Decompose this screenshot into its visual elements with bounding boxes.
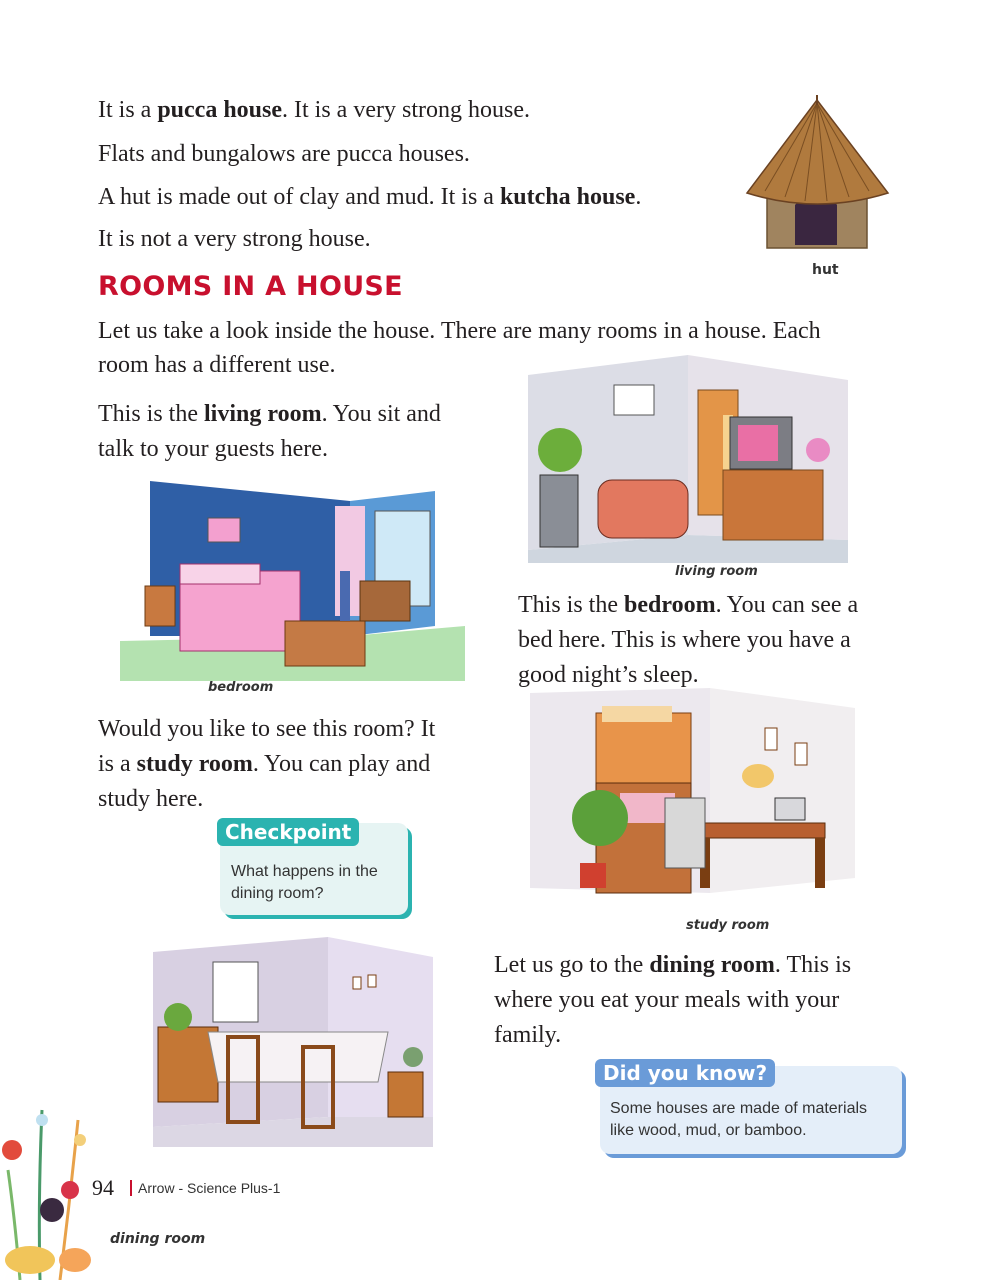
dining-room-line-2: where you eat your meals with your bbox=[494, 987, 840, 1013]
checkpoint-title: Checkpoint bbox=[217, 818, 359, 846]
rooms-intro-line-1: Let us take a look inside the house. There are many rooms in a house. Each bbox=[98, 318, 821, 344]
did-you-know-title: Did you know? bbox=[595, 1059, 775, 1087]
hut-caption: hut bbox=[812, 262, 839, 278]
living-room-illustration bbox=[518, 355, 858, 563]
study-room-caption: study room bbox=[686, 918, 770, 933]
intro-line-4: It is not a very strong house. bbox=[98, 226, 371, 252]
study-room-line-1: Would you like to see this room? It bbox=[98, 716, 436, 742]
bedroom-illustration bbox=[120, 476, 465, 681]
rooms-intro-line-2: room has a different use. bbox=[98, 352, 336, 378]
dining-room-caption: dining room bbox=[110, 1231, 206, 1247]
dining-room-illustration bbox=[148, 937, 433, 1147]
decorative-flowers bbox=[0, 1080, 100, 1280]
bedroom-line-2: bed here. This is where you have a bbox=[518, 627, 851, 653]
study-room-line-3: study here. bbox=[98, 786, 204, 812]
living-room-line-1: This is the living room. You sit and bbox=[98, 401, 441, 427]
section-heading: ROOMS IN A HOUSE bbox=[98, 271, 403, 302]
intro-line-2: Flats and bungalows are pucca houses. bbox=[98, 141, 470, 167]
bedroom-line-1: This is the bedroom. You can see a bbox=[518, 592, 859, 618]
dining-room-line-1: Let us go to the dining room. This is bbox=[494, 952, 852, 978]
bedroom-caption: bedroom bbox=[208, 680, 274, 695]
living-room-caption: living room bbox=[675, 564, 758, 579]
intro-line-1: It is a pucca house. It is a very strong house. bbox=[98, 97, 530, 123]
page-number: 94 bbox=[92, 1175, 114, 1200]
dining-room-line-3: family. bbox=[494, 1022, 562, 1048]
intro-line-3: A hut is made out of clay and mud. It is a kutcha house. bbox=[98, 184, 642, 210]
study-room-illustration bbox=[530, 688, 855, 916]
bedroom-line-3: good night’s sleep. bbox=[518, 662, 699, 688]
did-you-know-text: Some houses are made of materials like wood, mud, or bamboo. bbox=[610, 1100, 868, 1139]
living-room-line-2: talk to your guests here. bbox=[98, 436, 328, 462]
study-room-line-2: is a study room. You can play and bbox=[98, 751, 431, 777]
hut-illustration bbox=[745, 95, 890, 255]
checkpoint-text: What happens in the dining room? bbox=[231, 863, 378, 902]
book-title: Arrow - Science Plus-1 bbox=[130, 1180, 280, 1196]
